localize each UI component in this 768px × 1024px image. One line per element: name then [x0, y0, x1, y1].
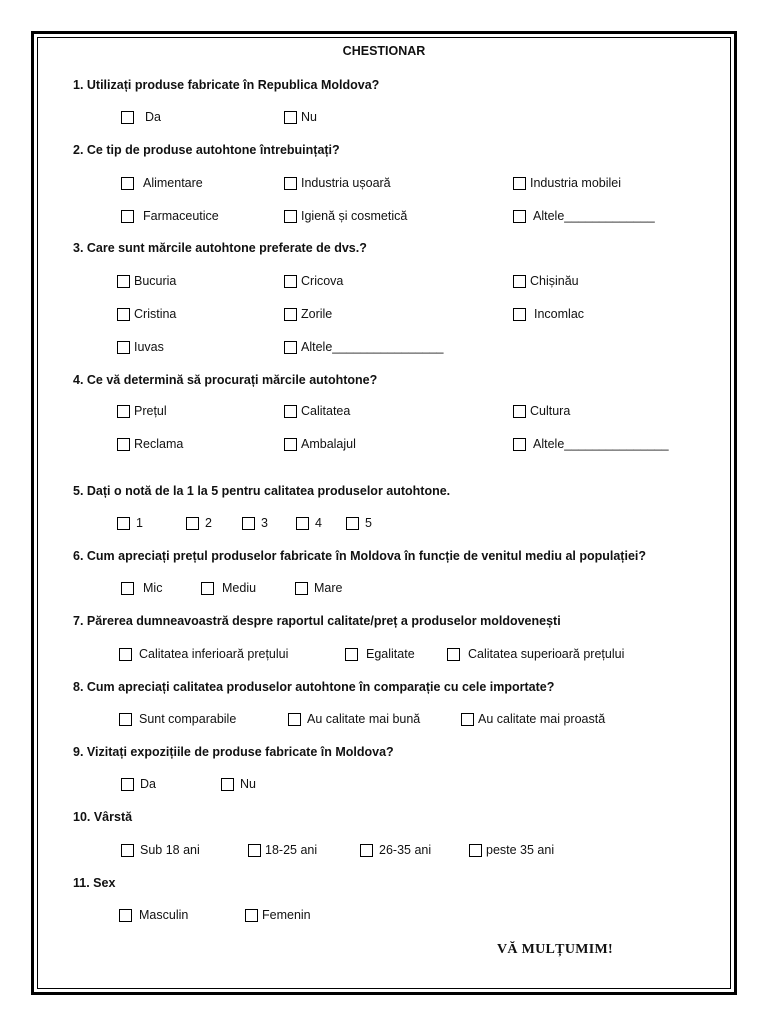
checkbox[interactable] [245, 909, 258, 922]
checkbox[interactable] [469, 844, 482, 857]
option-q4-ambalajul[interactable]: Ambalajul [284, 437, 356, 451]
option-q10-peste-35[interactable]: peste 35 ani [469, 843, 554, 857]
checkbox[interactable] [117, 517, 130, 530]
checkbox[interactable] [513, 405, 526, 418]
checkbox[interactable] [284, 308, 297, 321]
checkbox[interactable] [201, 582, 214, 595]
question-7: 7. Părerea dumneavoastră despre raportul calitate/preț a produselor moldovenești [73, 614, 561, 628]
checkbox[interactable] [346, 517, 359, 530]
option-q2-altele[interactable]: Altele_____________ [513, 209, 655, 223]
option-q6-mediu[interactable]: Mediu [201, 581, 256, 595]
question-11: 11. Sex [73, 876, 116, 890]
option-q4-cultura[interactable]: Cultura [513, 404, 570, 418]
checkbox[interactable] [284, 177, 297, 190]
option-q2-igiena-cosmetica[interactable]: Igienă și cosmetică [284, 209, 407, 223]
option-q3-bucuria[interactable]: Bucuria [117, 274, 176, 288]
option-q6-mic[interactable]: Mic [121, 581, 162, 595]
option-q6-mare[interactable]: Mare [295, 581, 342, 595]
checkbox[interactable] [513, 308, 526, 321]
checkbox[interactable] [119, 909, 132, 922]
checkbox[interactable] [119, 648, 132, 661]
checkbox[interactable] [121, 111, 134, 124]
option-q11-femenin[interactable]: Femenin [245, 908, 311, 922]
checkbox[interactable] [295, 582, 308, 595]
checkbox[interactable] [284, 341, 297, 354]
option-q10-18-25[interactable]: 18-25 ani [248, 843, 317, 857]
checkbox[interactable] [121, 582, 134, 595]
option-q2-industria-mobilei[interactable]: Industria mobilei [513, 176, 621, 190]
checkbox[interactable] [360, 844, 373, 857]
checkbox[interactable] [117, 308, 130, 321]
option-q2-farmaceutice[interactable]: Farmaceutice [121, 209, 219, 223]
option-q4-reclama[interactable]: Reclama [117, 437, 183, 451]
checkbox[interactable] [117, 341, 130, 354]
option-q8-mai-buna[interactable]: Au calitate mai bună [288, 712, 420, 726]
option-q4-pretul[interactable]: Prețul [117, 404, 167, 418]
questionnaire-title: CHESTIONAR [342, 44, 426, 58]
question-4: 4. Ce vă determină să procurați mărcile autohtone? [73, 373, 378, 387]
checkbox[interactable] [121, 210, 134, 223]
question-1: 1. Utilizați produse fabricate în Republica Moldova? [73, 78, 380, 92]
option-q9-da[interactable]: Da [121, 777, 156, 791]
checkbox[interactable] [121, 844, 134, 857]
option-q7-egalitate[interactable]: Egalitate [345, 647, 415, 661]
option-q11-masculin[interactable]: Masculin [119, 908, 188, 922]
question-5: 5. Dați o notă de la 1 la 5 pentru calitatea produselor autohtone. [73, 484, 451, 498]
option-q4-altele[interactable]: Altele_______________ [513, 437, 669, 451]
checkbox[interactable] [447, 648, 460, 661]
option-q10-26-35[interactable]: 26-35 ani [360, 843, 431, 857]
checkbox[interactable] [284, 438, 297, 451]
question-6: 6. Cum apreciați prețul produselor fabricate în Moldova în funcție de venitul mediu al populației? [73, 549, 647, 563]
option-q3-altele[interactable]: Altele________________ [284, 340, 444, 354]
checkbox[interactable] [117, 275, 130, 288]
checkbox[interactable] [513, 275, 526, 288]
option-q3-zorile[interactable]: Zorile [284, 307, 332, 321]
checkbox[interactable] [288, 713, 301, 726]
checkbox[interactable] [248, 844, 261, 857]
option-q5-5[interactable]: 5 [346, 516, 372, 530]
checkbox[interactable] [513, 177, 526, 190]
option-q5-1[interactable]: 1 [117, 516, 143, 530]
option-q7-superioara[interactable]: Calitatea superioară prețului [447, 647, 624, 661]
option-q10-sub-18[interactable]: Sub 18 ani [121, 843, 200, 857]
option-q8-comparabile[interactable]: Sunt comparabile [119, 712, 236, 726]
checkbox[interactable] [296, 517, 309, 530]
option-q3-incomlac[interactable]: Incomlac [513, 307, 584, 321]
question-8: 8. Cum apreciați calitatea produselor autohtone în comparație cu cele importate? [73, 680, 555, 694]
option-q5-2[interactable]: 2 [186, 516, 212, 530]
question-2: 2. Ce tip de produse autohtone întrebuințați? [73, 143, 340, 157]
checkbox[interactable] [284, 275, 297, 288]
checkbox[interactable] [121, 778, 134, 791]
checkbox[interactable] [345, 648, 358, 661]
option-q7-inferioara[interactable]: Calitatea inferioară prețului [119, 647, 288, 661]
option-q2-alimentare[interactable]: Alimentare [121, 176, 203, 190]
question-3: 3. Care sunt mărcile autohtone preferate de dvs.? [73, 241, 367, 255]
checkbox[interactable] [221, 778, 234, 791]
thank-you-note: VĂ MULȚUMIM! [497, 942, 613, 957]
option-q3-cricova[interactable]: Cricova [284, 274, 343, 288]
checkbox[interactable] [284, 210, 297, 223]
question-9: 9. Vizitați expozițiile de produse fabricate în Moldova? [73, 745, 394, 759]
checkbox[interactable] [119, 713, 132, 726]
checkbox[interactable] [242, 517, 255, 530]
option-q3-cristina[interactable]: Cristina [117, 307, 176, 321]
checkbox[interactable] [186, 517, 199, 530]
question-10: 10. Vârstă [73, 810, 133, 824]
option-q2-industria-usoara[interactable]: Industria ușoară [284, 176, 391, 190]
option-q3-chisinau[interactable]: Chișinău [513, 274, 579, 288]
option-q5-3[interactable]: 3 [242, 516, 268, 530]
option-q3-iuvas[interactable]: Iuvas [117, 340, 164, 354]
checkbox[interactable] [513, 210, 526, 223]
option-q5-4[interactable]: 4 [296, 516, 322, 530]
checkbox[interactable] [117, 438, 130, 451]
option-q4-calitatea[interactable]: Calitatea [284, 404, 350, 418]
option-q1-nu[interactable]: Nu [284, 110, 317, 124]
checkbox[interactable] [117, 405, 130, 418]
checkbox[interactable] [284, 111, 297, 124]
option-q9-nu[interactable]: Nu [221, 777, 256, 791]
checkbox[interactable] [284, 405, 297, 418]
checkbox[interactable] [121, 177, 134, 190]
checkbox[interactable] [461, 713, 474, 726]
option-q1-da[interactable]: Da [121, 110, 161, 124]
option-q8-mai-proasta[interactable]: Au calitate mai proastă [461, 712, 605, 726]
checkbox[interactable] [513, 438, 526, 451]
